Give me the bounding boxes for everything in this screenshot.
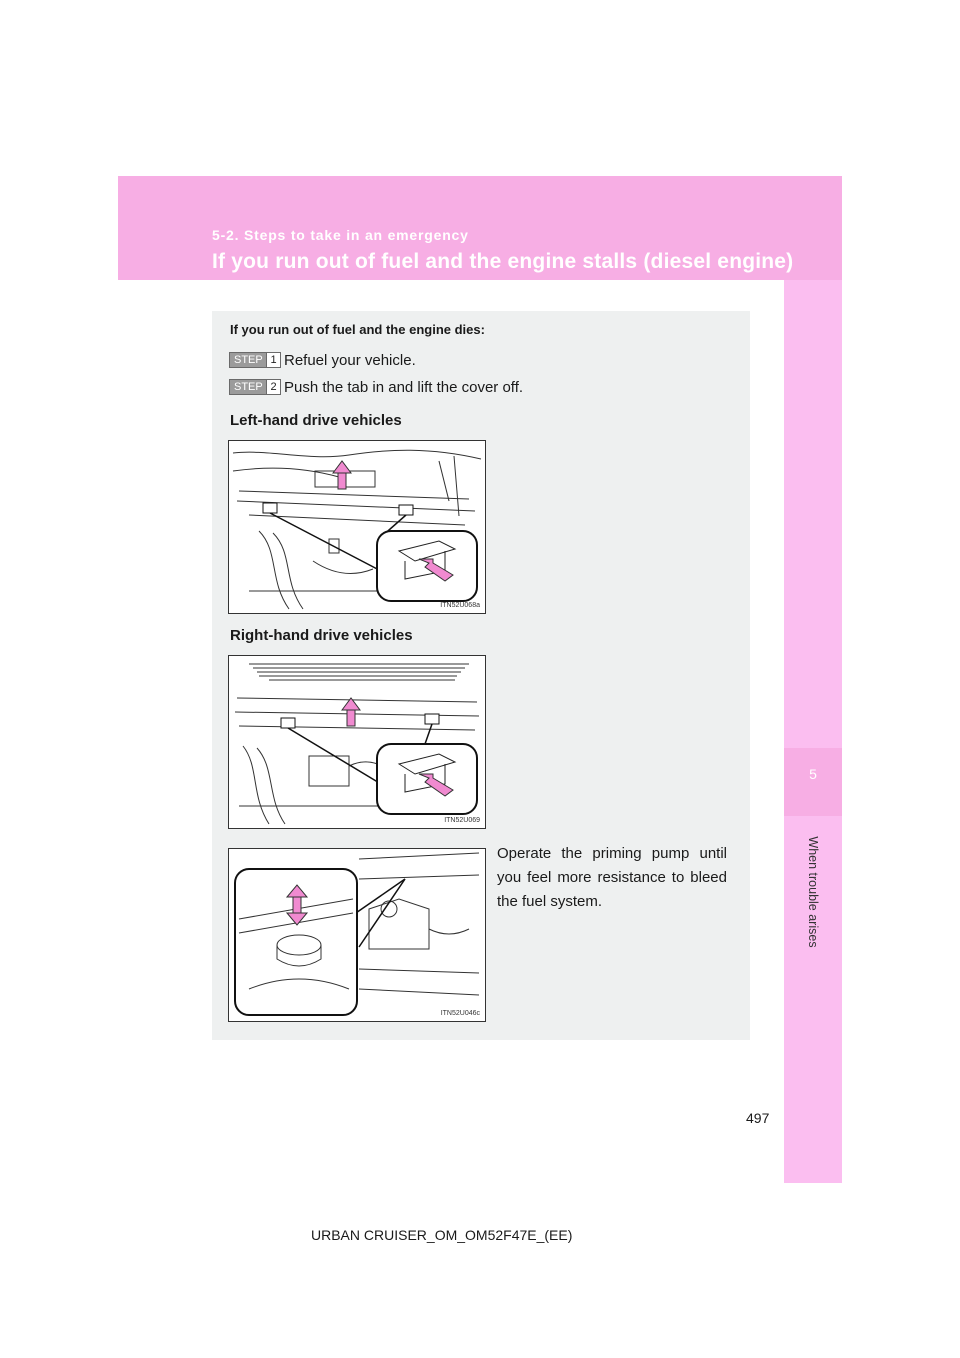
engine-bay-drawing [229, 441, 485, 613]
engine-bay-drawing [229, 656, 485, 828]
intro-text: If you run out of fuel and the engine dies: [230, 322, 485, 337]
chapter-tab[interactable] [784, 748, 842, 816]
priming-pump-drawing [229, 849, 485, 1021]
page-number: 497 [746, 1110, 770, 1126]
figure-code: ITN52U068a [440, 602, 480, 609]
step-1-text: Refuel your vehicle. [284, 352, 416, 369]
figure-code: ITN52U046c [440, 1010, 480, 1017]
step-1-badge [229, 352, 281, 368]
chapter-number: 5 [809, 766, 817, 782]
step-badge-label: STEP [234, 354, 263, 366]
step-badge-label: STEP [234, 381, 263, 393]
step-2-badge [229, 379, 281, 395]
priming-pump-illustration [228, 848, 486, 1022]
rhd-illustration [228, 655, 486, 829]
lhd-heading: Left-hand drive vehicles [230, 412, 402, 429]
side-tab-strip [784, 280, 842, 1183]
page-title: If you run out of fuel and the engine stalls (diesel engine) [212, 250, 794, 273]
chapter-title: When trouble arises [806, 836, 820, 948]
step-2-text: Push the tab in and lift the cover off. [284, 379, 524, 396]
lhd-illustration [228, 440, 486, 614]
step-3-text: Operate the priming pump until you feel more resistance to bleed the fuel system. [497, 845, 727, 910]
step-badge-number: 1 [266, 353, 280, 367]
rhd-heading: Right-hand drive vehicles [230, 627, 413, 644]
section-label: 5-2. Steps to take in an emergency [212, 227, 469, 243]
footer-code: URBAN CRUISER_OM_OM52F47E_(EE) [311, 1227, 573, 1243]
figure-code: ITN52U069 [444, 817, 480, 824]
step-badge-number: 2 [266, 380, 280, 394]
